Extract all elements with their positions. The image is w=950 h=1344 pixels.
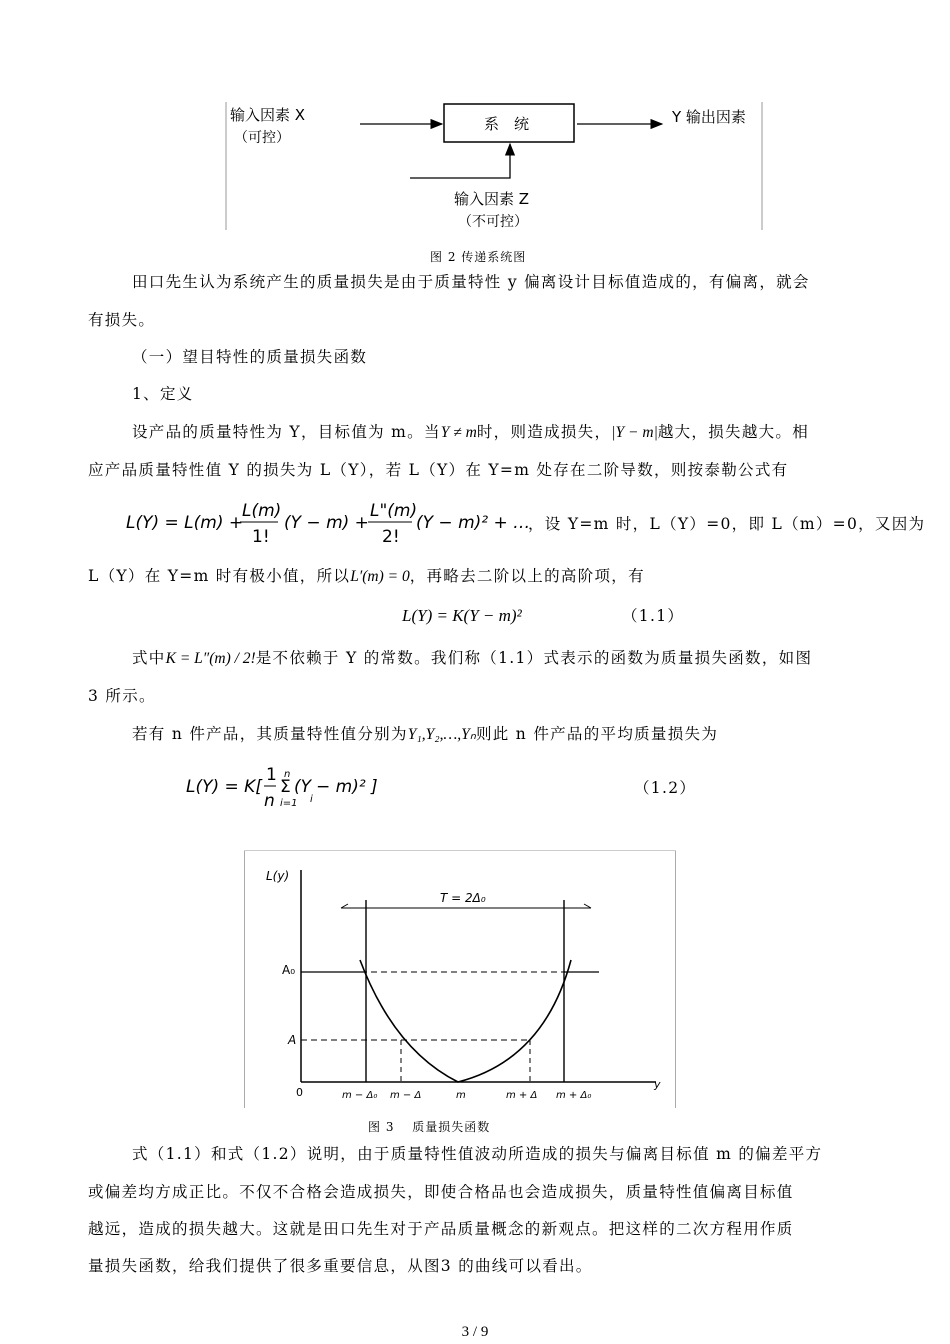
section-heading: （一）望目特性的质量损失函数 <box>132 348 368 366</box>
subsection-heading: 1、定义 <box>132 385 194 403</box>
taylor-tail: ，设 Y=m 时，L（Y）=0，即 L（m）=0，又因为 <box>528 515 926 533</box>
svg-text:i=1: i=1 <box>280 798 298 809</box>
output-y-label: Y 输出因素 <box>672 108 746 126</box>
paragraph-6b: 或偏差均方成正比。不仅不合格会造成损失，即使合格品也会造成损失，质量特性值偏离目标值 <box>88 1183 794 1201</box>
svg-text:(Y − m) +: (Y − m) + <box>284 513 369 533</box>
paragraph-5: 若有 n 件产品，其质量特性值分别为Y₁,Y₂,…,Yₙ则此 n 件产品的平均质量损失为 <box>132 725 719 743</box>
input-z-label: 输入因素 Z <box>454 190 530 208</box>
paragraph-2b: 应产品质量特性值 Y 的损失为 L（Y），若 L（Y）在 Y=m 处存在二阶导数，则按泰勒公式有 <box>88 461 789 479</box>
paragraph-1b: 有损失。 <box>88 311 156 329</box>
figure-2-diagram <box>222 100 767 235</box>
input-z-arrow <box>410 144 510 178</box>
x-axis-label: y <box>654 1078 661 1091</box>
svg-text:L(Y) = L(m) +: L(Y) = L(m) + <box>126 513 244 533</box>
paragraph-6d: 量损失函数，给我们提供了很多重要信息，从图3 的曲线可以看出。 <box>88 1257 593 1275</box>
input-x-sub: （可控） <box>234 130 290 146</box>
y-axis-label: L(y) <box>266 869 290 883</box>
svg-text:1!: 1! <box>252 527 270 547</box>
svg-text:L(m): L(m) <box>242 501 282 521</box>
figure-3-caption: 图 3 质量损失函数 <box>368 1120 491 1134</box>
svg-text:i: i <box>310 794 313 805</box>
input-x-label: 输入因素 X <box>230 106 306 124</box>
tick-label-2: m − Δ <box>390 1090 422 1101</box>
svg-text:2!: 2! <box>382 527 400 547</box>
svg-text:− m)² ]: − m)² ] <box>316 777 378 797</box>
a0-label: A₀ <box>282 963 296 977</box>
average-loss-formula <box>186 762 386 812</box>
paragraph-4b: 3 所示。 <box>88 687 156 705</box>
paragraph-1a: 田口先生认为系统产生的质量损失是由于质量特性 y 偏离设计目标值造成的，有偏离，就会 <box>132 273 810 291</box>
equation-1-2-number: （1.2） <box>634 779 697 797</box>
tick-label-1: m − Δ₀ <box>342 1090 378 1101</box>
tick-label-3: m <box>456 1090 466 1101</box>
tick-label-5: m + Δ₀ <box>556 1090 592 1101</box>
system-label: 系 统 <box>484 115 530 133</box>
svg-text:1: 1 <box>266 765 277 785</box>
svg-text:(Y − m)² + …: (Y − m)² + … <box>416 513 531 533</box>
paragraph-6c: 越远，造成的损失越大。这就是田口先生对于产品质量概念的新观点。把这样的二次方程用作质 <box>88 1220 794 1238</box>
equation-1-1: L(Y) = K(Y − m)² <box>402 606 522 625</box>
paragraph-2a: 设产品的质量特性为 Y，目标值为 m。当Y ≠ m时，则造成损失，|Y − m|越大，损失越大。相 <box>132 423 810 441</box>
svg-text:n: n <box>264 791 275 811</box>
figure-3-chart <box>244 850 676 1110</box>
svg-text:Σ: Σ <box>280 777 291 797</box>
equation-1-1-number: （1.1） <box>622 607 685 625</box>
loss-curve <box>360 960 571 1082</box>
svg-text:L(Y) = K[: L(Y) = K[ <box>186 777 262 797</box>
tolerance-label: T = 2Δ₀ <box>440 891 486 905</box>
figure-2-caption: 图 2 传递系统图 <box>430 250 527 264</box>
svg-text:(Y: (Y <box>294 777 312 797</box>
svg-text:n: n <box>284 769 291 780</box>
tick-label-4: m + Δ <box>506 1090 538 1101</box>
a-label: A <box>288 1033 297 1047</box>
paragraph-4a: 式中K = L″(m) / 2!是不依赖于 Y 的常数。我们称（1.1）式表示的函数为质量损失函数，如图 <box>132 649 813 667</box>
page-number: 3 / 9 <box>461 1324 489 1340</box>
taylor-formula <box>126 498 531 550</box>
input-z-sub: （不可控） <box>458 214 528 230</box>
paragraph-3: L（Y）在 Y=m 时有极小值，所以L′(m) = 0，再略去二阶以上的高阶项，有 <box>88 567 645 585</box>
svg-text:L"(m): L"(m) <box>370 501 418 521</box>
origin-label: 0 <box>296 1086 303 1099</box>
paragraph-6a: 式（1.1）和式（1.2）说明，由于质量特性值波动所造成的损失与偏离目标值 m 的偏差平方 <box>132 1145 823 1163</box>
